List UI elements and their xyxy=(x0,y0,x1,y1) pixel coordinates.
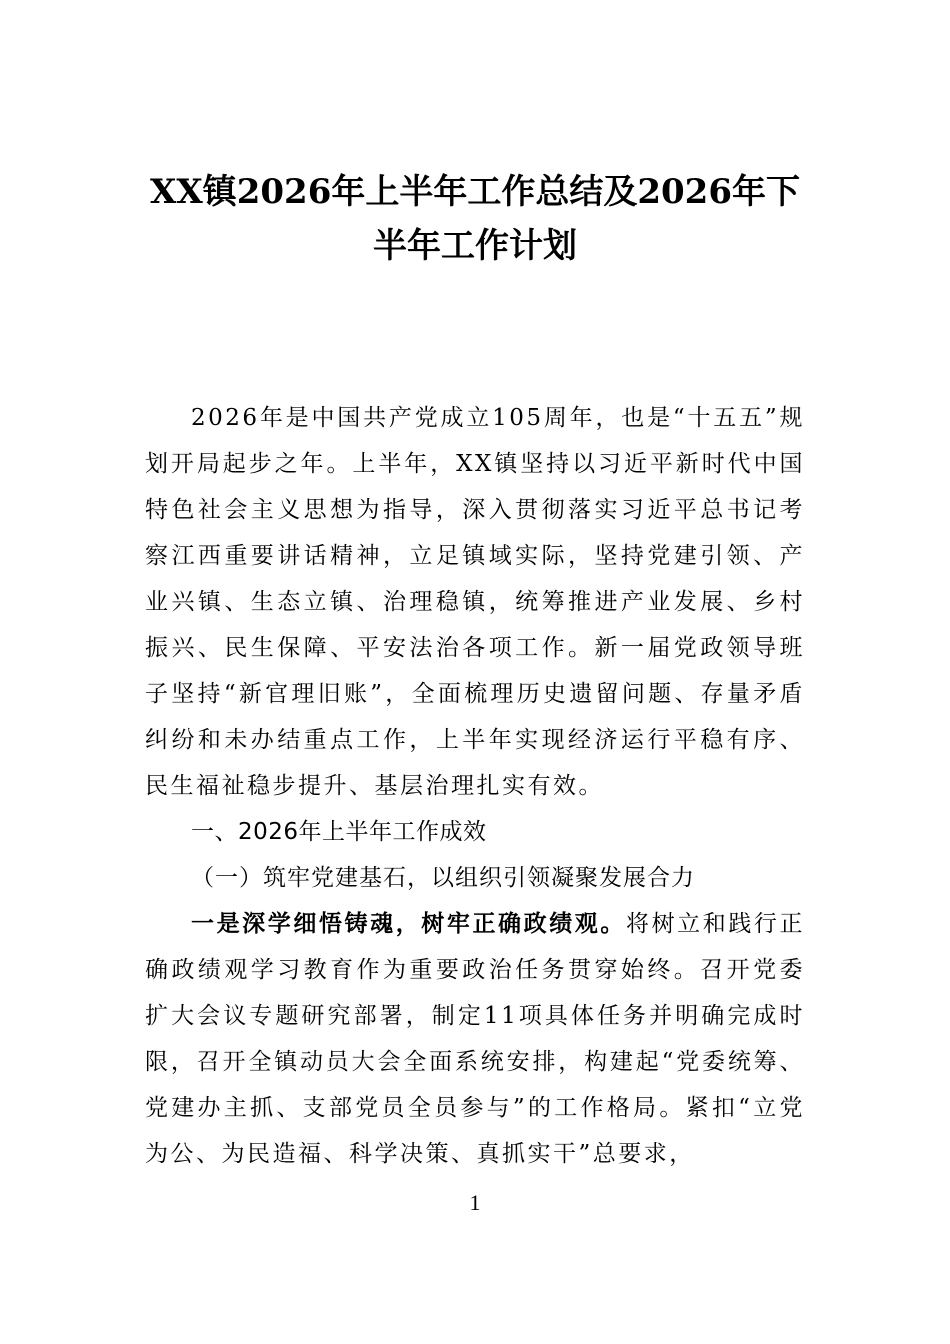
document-title xyxy=(130,165,820,273)
intro-paragraph: 2026年是中国共产党成立105周年，也是“十五五”规划开局起步之年。上半年，XX镇坚持以习近平新时代中国特色社会主义思想为指导，深入贯彻落实习近平总书记考察江西重要讲话精神，立足镇域实际，坚持党建引领、产业兴镇、生态立镇、治理稳镇，统筹推进产业发展、乡村振兴、民生保障、平安法治各项工作。新一届党政领导班子坚持“新官理旧账”，全面梳理历史遗留问题、存量矛盾纠纷和未办结重点工作，上半年实现经济运行平稳有序、民生福祉稳步提升、基层治理扎实有效。 xyxy=(145,405,805,799)
document-title-line-2: 半年工作计划 xyxy=(373,226,577,266)
point-1-paragraph xyxy=(145,901,805,1177)
document-body xyxy=(145,395,805,1177)
document-title-line-1: XX镇2026年上半年工作总结及2026年下 xyxy=(149,172,801,212)
point-1-body: 将树立和践行正确政绩观学习教育作为重要政治任务贯穿始终。召开党委扩大会议专题研究部署，制定11项具体任务并明确完成时限，召开全镇动员大会全面系统安排，构建起“党委统筹、党建办主抓、支部党员全员参与”的工作格局。紧扣“立党为公、为民造福、科学决策、真抓实干”总要求， xyxy=(145,911,806,1167)
point-1-lead: 一是深学细悟铸魂，树牢正确政绩观。 xyxy=(191,910,626,937)
page-number: 1 xyxy=(469,1190,481,1215)
subsection-heading-1: （一）筑牢党建基石，以组织引领凝聚发展合力 xyxy=(191,865,695,891)
section-heading-1: 一、2026年上半年工作成效 xyxy=(191,819,487,845)
